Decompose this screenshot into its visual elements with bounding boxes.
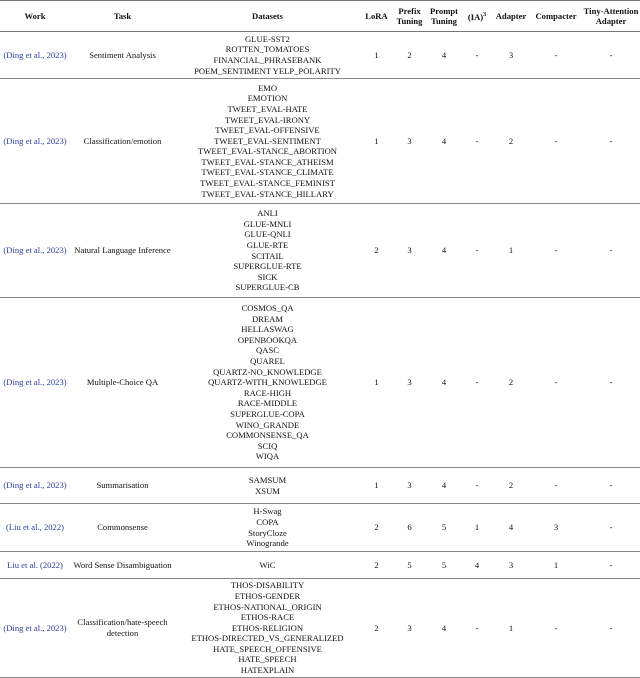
header-tiny-attention-adapter: Tiny-Attention Adapter [583,6,639,26]
header-lora: LoRA [365,11,388,21]
dataset-name: SCIQ [257,440,278,451]
dataset-name: TWEET_EVAL-HATE [227,103,308,114]
compacter-rank-cell: - [554,622,558,633]
adapter-rank-cell: 1 [508,622,514,633]
dataset-name: GLUE-MNLI [243,218,292,229]
task-cell: Summarisation [96,480,149,491]
lora-rank-cell: 1 [374,480,379,491]
header-ia3-base: (IA) [467,11,484,22]
tiny-attention-adapter-rank-cell: - [609,377,613,388]
ia3-rank-cell: - [475,135,479,146]
dataset-name: RACE-MIDDLE [237,398,298,409]
lora-rank-cell: 1 [374,49,379,60]
ia3-rank-cell: - [475,377,479,388]
prefix-tuning-rank-cell: 3 [407,480,412,491]
table-row [0,204,640,298]
table-row [0,32,640,79]
table-row [0,579,640,678]
work-citation-link[interactable]: (Ding et al., 2023) [3,377,67,388]
adapter-rank-cell: 2 [508,135,514,146]
prompt-tuning-rank-cell: 5 [441,522,447,533]
dataset-name: DREAM [251,313,284,324]
compacter-rank-cell: - [554,49,558,60]
adapter-rank-cell: 3 [508,49,514,60]
work-citation-link[interactable]: (Ding et al., 2023) [3,245,67,256]
prefix-tuning-rank-cell: 5 [407,559,412,570]
dataset-name: XSUM [255,485,280,496]
dataset-name: EMOTION [247,93,288,104]
ia3-rank-cell: 4 [474,559,480,570]
ia3-rank-cell: - [475,49,479,60]
task-cell: Word Sense Disambiguation [73,559,172,570]
adapter-rank-cell: 2 [508,480,514,491]
lora-rank-cell: 2 [374,559,379,570]
dataset-name: Winogrande [246,538,289,549]
datasets-cell [175,552,360,579]
table-row [0,504,640,552]
header-adapter: Adapter [495,11,527,21]
datasets-cell [175,579,360,678]
lora-rank-cell: 2 [374,622,379,633]
dataset-name: ANLI [257,208,278,219]
compacter-rank-cell: 1 [553,559,559,570]
tiny-attention-adapter-rank-cell: - [609,522,613,533]
header-task: Task [113,11,132,21]
prefix-tuning-rank-cell: 3 [407,622,412,633]
dataset-name: SCITAIL [251,250,284,261]
prefix-tuning-rank-cell: 6 [407,522,412,533]
compacter-rank-cell: - [554,377,558,388]
dataset-name: H-Swag [253,506,282,517]
dataset-name: StoryCloze [248,527,287,538]
table-row [0,79,640,204]
task-cell: Classification/emotion [83,135,162,146]
dataset-name: ETHOS-RELIGION [231,622,304,633]
ia3-rank-cell: - [475,245,479,256]
datasets-cell [175,32,360,79]
datasets-cell [175,468,360,504]
prompt-tuning-rank-cell: 5 [441,559,447,570]
task-cell: Sentiment Analysis [89,49,156,60]
dataset-name: HATE_SPEECH [238,654,297,665]
header-ia3 [462,1,492,32]
dataset-name: SICK [257,271,278,282]
prompt-tuning-rank-cell: 4 [441,49,447,60]
dataset-name: SUPERGLUE-RTE [233,261,302,272]
datasets-cell [175,504,360,552]
lora-rank-cell: 2 [374,522,379,533]
datasets-cell [175,204,360,298]
dataset-name: HATE_SPEECH_OFFENSIVE [213,643,322,654]
work-citation-link[interactable]: Liu et al. (2022) [7,559,63,570]
datasets-cell [175,298,360,468]
header-compacter: Compacter [535,11,577,21]
tiny-attention-adapter-rank-cell: - [609,49,613,60]
header-ia3-sup: 3 [483,12,487,19]
dataset-name: SUPERGLUE-CB [235,282,300,293]
dataset-name: ETHOS-GENDER [234,590,301,601]
tiny-attention-adapter-rank-cell: - [609,480,613,491]
prompt-tuning-rank-cell: 4 [441,622,447,633]
work-citation-link[interactable]: (Ding et al., 2023) [3,622,67,633]
dataset-name: GLUE-SST2 [245,33,290,44]
compacter-rank-cell: - [554,135,558,146]
tiny-attention-adapter-rank-cell: - [609,622,613,633]
header-prefix-tuning: Prefix Tuning [396,6,423,26]
dataset-name: POEM_SENTIMENT YELP_POLARITY [194,65,341,76]
dataset-name: THOS-DISABILITY [230,580,305,591]
dataset-name: TWEET_EVAL-IRONY [224,114,311,125]
dataset-name: TWEET_EVAL-STANCE_ATHEISM [201,156,334,167]
prefix-tuning-rank-cell: 3 [407,377,412,388]
lora-rank-cell: 1 [374,377,379,388]
lora-rank-cell: 1 [374,135,379,146]
task-cell: Classification/hate-speech detection [77,617,168,638]
work-citation-link[interactable]: (Ding et al., 2023) [3,135,67,146]
dataset-name: WiC [259,559,276,570]
dataset-name: COMMONSENSE_QA [226,430,309,441]
dataset-name: COPA [256,516,279,527]
dataset-name: SAMSUM [248,474,287,485]
dataset-name: TWEET_EVAL-STANCE_HILLARY [201,188,334,199]
prompt-tuning-rank-cell: 4 [441,245,447,256]
dataset-name: TWEET_EVAL-STANCE_FEMINIST [200,178,335,189]
prefix-tuning-rank-cell: 3 [407,135,412,146]
compacter-rank-cell: - [554,245,558,256]
header-work: Work [24,11,46,21]
tiny-attention-adapter-rank-cell: - [609,245,613,256]
dataset-name: OPENBOOKQA [237,334,298,345]
adapter-rank-cell: 2 [508,377,514,388]
dataset-name: TWEET_EVAL-SENTIMENT [214,135,321,146]
prompt-tuning-rank-cell: 4 [441,135,447,146]
prefix-tuning-rank-cell: 2 [407,49,412,60]
dataset-name: ETHOS-NATIONAL_ORIGIN [213,601,322,612]
dataset-name: QUARTZ-WITH_KNOWLEDGE [208,377,327,388]
tiny-attention-adapter-rank-cell: - [609,135,613,146]
ia3-rank-cell: - [475,622,479,633]
dataset-name: HATEXPLAIN [240,665,295,676]
dataset-name: GLUE-QNLI [244,229,291,240]
dataset-name: GLUE-RTE [246,239,289,250]
ia3-rank-cell: 1 [474,522,480,533]
dataset-name: RACE-HIGH [243,387,292,398]
table-row [0,552,640,579]
adapter-rank-cell: 4 [508,522,514,533]
work-citation-link[interactable]: (Liu et al., 2022) [6,522,64,533]
dataset-name: WIQA [255,451,280,462]
table-row [0,468,640,504]
prompt-tuning-rank-cell: 4 [441,377,447,388]
header-datasets: Datasets [251,11,284,21]
adapter-rank-cell: 3 [508,559,514,570]
compacter-rank-cell: - [554,480,558,491]
prompt-tuning-rank-cell: 4 [441,480,447,491]
dataset-name: QUARTZ-NO_KNOWLEDGE [213,366,322,377]
dataset-name: QASC [256,345,279,356]
table-row [0,298,640,468]
work-citation-link[interactable]: (Ding et al., 2023) [3,49,67,60]
dataset-name: COSMOS_QA [241,303,294,314]
dataset-name: EMO [257,82,278,93]
dataset-name: TWEET_EVAL-STANCE_ABORTION [198,146,337,157]
prefix-tuning-rank-cell: 3 [407,245,412,256]
compacter-rank-cell: 3 [553,522,559,533]
dataset-name: ETHOS-RACE [240,612,295,623]
datasets-cell [175,79,360,204]
dataset-name: TWEET_EVAL-OFFENSIVE [215,125,320,136]
dataset-name: SUPERGLUE-COPA [230,408,305,419]
task-cell: Commonsense [97,522,148,533]
adapter-rank-cell: 1 [508,245,514,256]
task-cell: Natural Language Inference [74,245,171,256]
tiny-attention-adapter-rank-cell: - [609,559,613,570]
header-row [0,1,640,32]
lora-rank-cell: 2 [374,245,379,256]
dataset-name: FINANCIAL_PHRASEBANK [213,55,322,65]
dataset-name: ETHOS-DIRECTED_VS_GENERALIZED [191,633,344,644]
dataset-name: QUAREL [250,356,285,367]
dataset-name: HELLASWAG [241,324,294,335]
dataset-name: TWEET_EVAL-STANCE_CLIMATE [201,167,334,178]
header-prompt-tuning: Prompt Tuning [429,6,458,26]
dataset-name: ROTTEN_TOMATOES [225,44,310,55]
work-citation-link[interactable]: (Ding et al., 2023) [3,480,67,491]
dataset-name: WINO_GRANDE [235,419,300,430]
ia3-rank-cell: - [475,480,479,491]
task-cell: Multiple-Choice QA [86,377,159,388]
